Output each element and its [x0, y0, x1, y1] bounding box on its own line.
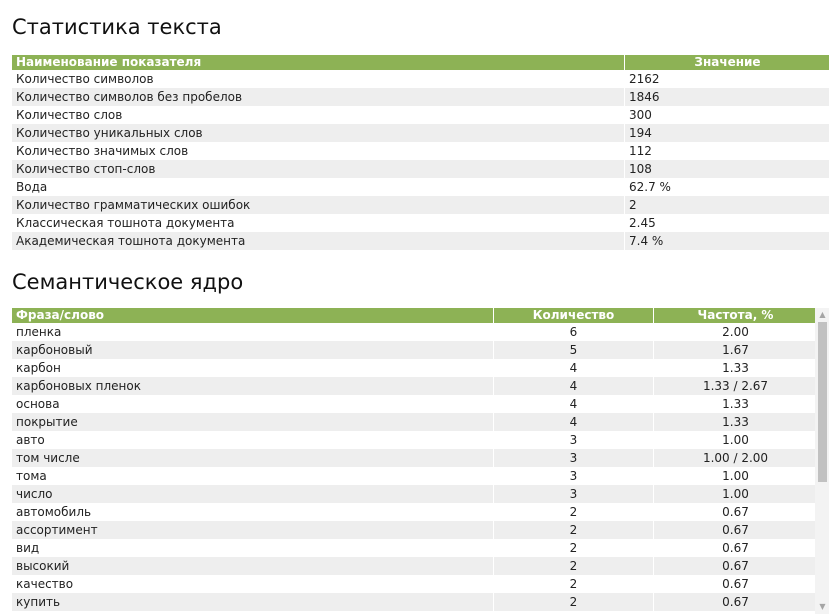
semantic-frequency: 1.33 — [654, 413, 818, 431]
stats-row — [12, 124, 829, 142]
vertical-scrollbar[interactable] — [815, 308, 829, 614]
semantic-phrase: карбоновый — [12, 341, 494, 359]
semantic-count: 3 — [494, 485, 654, 503]
semantic-row — [12, 395, 817, 413]
semantic-row — [12, 467, 817, 485]
stats-header-name: Наименование показателя — [12, 55, 625, 70]
semantic-header-frequency[interactable]: Частота, % — [654, 308, 818, 323]
semantic-frequency: 1.33 — [654, 395, 818, 413]
semantic-frequency: 1.00 / 2.00 — [654, 449, 818, 467]
stats-metric-name: Количество уникальных слов — [12, 124, 625, 142]
stats-title: Статистика текста — [12, 15, 222, 39]
stats-row — [12, 160, 829, 178]
stats-row — [12, 142, 829, 160]
semantic-phrase: пленка — [12, 323, 494, 341]
semantic-row — [12, 539, 817, 557]
semantic-phrase: автомобиль — [12, 503, 494, 521]
stats-metric-value: 112 — [625, 142, 829, 160]
stats-metric-value: 1846 — [625, 88, 829, 106]
semantic-header-count[interactable]: Количество — [494, 308, 654, 323]
stats-metric-value: 194 — [625, 124, 829, 142]
semantic-row — [12, 521, 817, 539]
semantic-frequency: 2.00 — [654, 323, 818, 341]
scroll-up-arrow-icon[interactable]: ▲ — [819, 310, 826, 319]
semantic-phrase: том числе — [12, 449, 494, 467]
stats-metric-value: 2 — [625, 196, 829, 214]
stats-metric-name: Количество символов без пробелов — [12, 88, 625, 106]
semantic-phrase: высокий — [12, 557, 494, 575]
semantic-row — [12, 449, 817, 467]
stats-row — [12, 232, 829, 250]
stats-metric-name: Количество слов — [12, 106, 625, 124]
stats-metric-name: Количество стоп-слов — [12, 160, 625, 178]
semantic-table — [12, 308, 817, 611]
semantic-phrase: число — [12, 485, 494, 503]
semantic-row — [12, 413, 817, 431]
semantic-count: 4 — [494, 359, 654, 377]
semantic-frequency: 0.67 — [654, 593, 818, 611]
semantic-header-row — [12, 308, 817, 323]
semantic-frequency: 1.33 / 2.67 — [654, 377, 818, 395]
semantic-count: 5 — [494, 341, 654, 359]
stats-row — [12, 196, 829, 214]
semantic-count: 3 — [494, 431, 654, 449]
stats-row — [12, 178, 829, 196]
semantic-phrase: ассортимент — [12, 521, 494, 539]
stats-table — [12, 55, 829, 250]
stats-metric-name: Количество значимых слов — [12, 142, 625, 160]
semantic-frequency: 0.67 — [654, 503, 818, 521]
semantic-frequency: 0.67 — [654, 557, 818, 575]
stats-metric-name: Количество грамматических ошибок — [12, 196, 625, 214]
scroll-down-arrow-icon[interactable]: ▼ — [819, 602, 826, 611]
semantic-row — [12, 593, 817, 611]
semantic-count: 2 — [494, 521, 654, 539]
semantic-count: 2 — [494, 503, 654, 521]
semantic-row — [12, 485, 817, 503]
semantic-frequency: 0.67 — [654, 521, 818, 539]
stats-metric-name: Количество символов — [12, 70, 625, 88]
stats-row — [12, 70, 829, 88]
semantic-row — [12, 431, 817, 449]
semantic-row — [12, 503, 817, 521]
semantic-phrase: покрытие — [12, 413, 494, 431]
stats-metric-value: 108 — [625, 160, 829, 178]
semantic-scroll-area[interactable] — [12, 308, 829, 614]
stats-row — [12, 214, 829, 232]
semantic-phrase: авто — [12, 431, 494, 449]
stats-row — [12, 88, 829, 106]
semantic-count: 4 — [494, 413, 654, 431]
semantic-header-phrase[interactable]: Фраза/слово — [12, 308, 494, 323]
semantic-phrase: карбон — [12, 359, 494, 377]
stats-metric-name: Вода — [12, 178, 625, 196]
semantic-row — [12, 557, 817, 575]
semantic-frequency: 1.00 — [654, 467, 818, 485]
semantic-frequency: 0.67 — [654, 575, 818, 593]
stats-metric-value: 300 — [625, 106, 829, 124]
semantic-row — [12, 341, 817, 359]
stats-header-row — [12, 55, 829, 70]
semantic-count: 2 — [494, 593, 654, 611]
semantic-title: Семантическое ядро — [12, 270, 244, 294]
stats-metric-value: 2.45 — [625, 214, 829, 232]
semantic-phrase: тома — [12, 467, 494, 485]
semantic-count: 2 — [494, 557, 654, 575]
stats-metric-value: 7.4 % — [625, 232, 829, 250]
semantic-count: 4 — [494, 377, 654, 395]
semantic-phrase: купить — [12, 593, 494, 611]
stats-metric-value: 62.7 % — [625, 178, 829, 196]
semantic-count: 2 — [494, 539, 654, 557]
semantic-phrase: качество — [12, 575, 494, 593]
semantic-count: 3 — [494, 449, 654, 467]
semantic-phrase: основа — [12, 395, 494, 413]
semantic-row — [12, 575, 817, 593]
stats-metric-name: Классическая тошнота документа — [12, 214, 625, 232]
scroll-thumb[interactable] — [818, 322, 827, 482]
semantic-frequency: 1.00 — [654, 431, 818, 449]
semantic-count: 6 — [494, 323, 654, 341]
stats-row — [12, 106, 829, 124]
stats-metric-name: Академическая тошнота документа — [12, 232, 625, 250]
semantic-row — [12, 323, 817, 341]
semantic-count: 2 — [494, 575, 654, 593]
stats-metric-value: 2162 — [625, 70, 829, 88]
semantic-frequency: 0.67 — [654, 539, 818, 557]
semantic-row — [12, 359, 817, 377]
semantic-phrase: карбоновых пленок — [12, 377, 494, 395]
stats-header-value: Значение — [625, 55, 829, 70]
semantic-row — [12, 377, 817, 395]
semantic-frequency: 1.67 — [654, 341, 818, 359]
semantic-frequency: 1.33 — [654, 359, 818, 377]
semantic-count: 3 — [494, 467, 654, 485]
semantic-phrase: вид — [12, 539, 494, 557]
semantic-frequency: 1.00 — [654, 485, 818, 503]
semantic-count: 4 — [494, 395, 654, 413]
